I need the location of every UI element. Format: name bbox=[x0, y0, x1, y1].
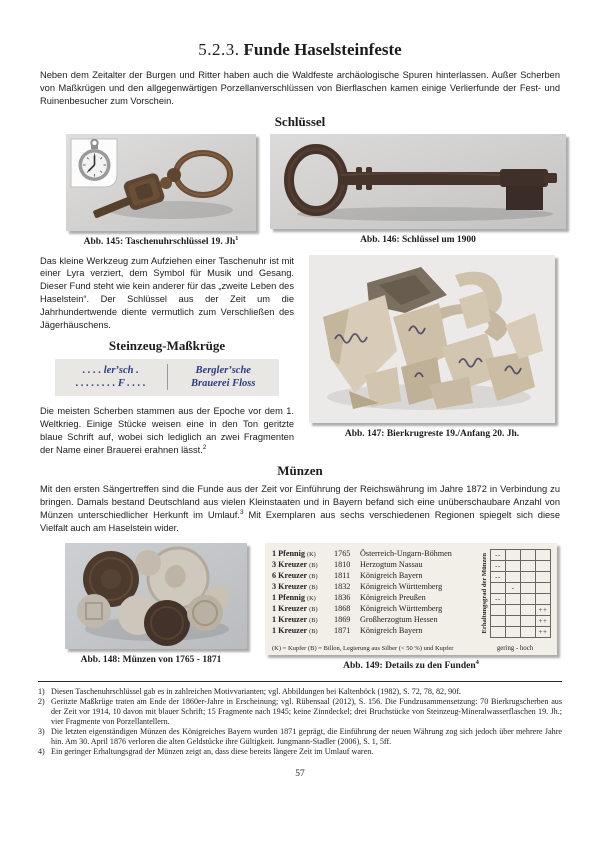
section-number: 5.2.3. bbox=[198, 40, 240, 59]
page-title bbox=[0, 40, 600, 60]
table-footer bbox=[272, 645, 551, 652]
grade-cell: -- bbox=[491, 572, 506, 583]
metal-code: (B) bbox=[309, 573, 318, 581]
coin-year: 1836 bbox=[334, 593, 351, 603]
metal-code: (K) bbox=[307, 551, 316, 559]
muenzen-body-part1: Mit den ersten Sängertreffen sind die Funde aus der Zeit vor Einführung der Reichswährung im Jahre 1872 in Verbindung zu bringen. Damals bestand Deutschland aus vielen Kleinstaaten und in Bayern befand sich eine unüberschaubare Anzahl von Münzen unterschiedlicher Herkunft im Umlauf. bbox=[40, 483, 560, 520]
grade-cell bbox=[536, 594, 551, 605]
footnote-text: Die letzten eigenständigen Münzen des Königreiches Bayern wurden 1871 geprägt, die Einführung der neuen Währung zog sich jedoch über mehrere Jahre hin. Am 30. April 1876 verloren die alten Geldstücke ihre Gültigkeit. Jungmann-Stadler (2006), S. 1, 5ff. bbox=[51, 727, 562, 746]
section-title: Funde Haselsteinfeste bbox=[243, 40, 402, 59]
grade-cell bbox=[506, 550, 521, 561]
metal-code: (B) bbox=[309, 606, 318, 614]
grade-cell bbox=[506, 616, 521, 627]
grade-cell bbox=[521, 572, 536, 583]
figure-145 bbox=[66, 134, 256, 247]
coin-region: Königreich Bayern bbox=[360, 626, 423, 636]
grade-cell: ++ bbox=[536, 627, 551, 638]
caption-149-text: Abb. 149: Details zu den Funden bbox=[343, 661, 476, 672]
caption-145-text: Abb. 145: Taschenuhrschlüssel 19. Jh bbox=[83, 236, 236, 247]
heading-muenzen: Münzen bbox=[277, 462, 323, 478]
caption-149 bbox=[343, 661, 479, 671]
footnote-label: 2) bbox=[38, 697, 45, 707]
coin-region: Königreich Württemberg bbox=[360, 604, 443, 614]
figure-146 bbox=[270, 134, 566, 245]
left-column bbox=[40, 255, 294, 457]
grade-cell bbox=[521, 594, 536, 605]
grade-cell bbox=[491, 627, 506, 638]
grade-cell bbox=[521, 627, 536, 638]
grade-cell bbox=[506, 594, 521, 605]
coin-region: Königreich Bayern bbox=[360, 571, 423, 581]
grade-cell bbox=[536, 561, 551, 572]
grade-cell: -- bbox=[491, 594, 506, 605]
grade-scale-label: gering - hoch bbox=[496, 645, 534, 653]
coin-region: Königreich Preußen bbox=[360, 593, 426, 603]
table-row bbox=[272, 615, 475, 626]
metal-code: (B) bbox=[309, 562, 318, 570]
beer-stein-shards-photo bbox=[309, 255, 555, 423]
coin-region: Königreich Württemberg bbox=[360, 582, 443, 592]
coin-year: 1765 bbox=[334, 549, 351, 559]
caption-146-text: Abb. 146: Schlüssel um 1900 bbox=[360, 234, 476, 245]
silver-coin-left bbox=[77, 594, 111, 628]
page-number: 57 bbox=[295, 768, 305, 779]
muenzen-footnote-ref: 3 bbox=[239, 508, 244, 516]
grade-cell: - bbox=[506, 583, 521, 594]
grade-cell bbox=[521, 616, 536, 627]
coin-denom bbox=[272, 560, 334, 569]
steinzeug-body bbox=[40, 405, 294, 456]
coin-denom bbox=[272, 615, 334, 624]
grade-cell bbox=[536, 572, 551, 583]
inscription-right-line1: Berglerʼsche bbox=[195, 365, 251, 377]
right-column bbox=[304, 255, 560, 457]
heading-steinzeug: Steinzeug-Maßkrüge bbox=[108, 338, 226, 354]
metal-code: (K) bbox=[307, 595, 316, 603]
figure-148 bbox=[40, 543, 262, 665]
coin-year: 1869 bbox=[334, 615, 351, 625]
caption-148-text: Abb. 148: Münzen von 1765 - 1871 bbox=[80, 655, 222, 666]
coin-table-rows bbox=[272, 549, 475, 643]
denom-text: 6 Kreuzer bbox=[272, 571, 308, 581]
schluessel-body: Das kleine Werkzeug zum Aufziehen einer Taschenuhr ist mit einer Lyra verziert, dem Symbol für Musik und Gesang. Dieser Fund steht wie kein anderer für das „zweite Leben des Haselstein“. Der Schlüssel aus der Zeit um die Jahrhundertwende diente vermutlich zum Verschließen des Jägerhäuschens. bbox=[40, 255, 294, 330]
denom-text: 1 Kreuzer bbox=[272, 604, 308, 614]
grade-cell: ++ bbox=[536, 605, 551, 616]
caption-145-footnote-ref: 1 bbox=[235, 234, 239, 242]
door-key-photo bbox=[270, 134, 566, 229]
coin-denom bbox=[272, 571, 334, 580]
coin-region: Österreich-Ungarn-Böhmen bbox=[360, 549, 452, 559]
footnote-label: 4) bbox=[38, 746, 45, 756]
table-row bbox=[272, 571, 475, 582]
table-row bbox=[272, 593, 475, 604]
steinzeug-footnote-ref: 2 bbox=[202, 443, 207, 451]
caption-147 bbox=[345, 429, 519, 439]
metal-code: (B) bbox=[309, 617, 318, 625]
coin-denom bbox=[272, 549, 334, 558]
two-column-section bbox=[40, 255, 560, 457]
coin-denom bbox=[272, 626, 334, 635]
coins-photo bbox=[65, 543, 247, 649]
coin-region: Herzogtum Nassau bbox=[360, 560, 423, 570]
grade-cell bbox=[521, 550, 536, 561]
grade-grid bbox=[490, 549, 551, 638]
grade-cell bbox=[506, 605, 521, 616]
table-row bbox=[272, 582, 475, 593]
footnote bbox=[38, 747, 562, 757]
coin-details-table bbox=[265, 543, 557, 655]
grade-cell bbox=[491, 616, 506, 627]
footnote bbox=[38, 727, 562, 747]
inscription-right-line2: Brauerei Floss bbox=[191, 378, 256, 390]
grade-block bbox=[479, 549, 551, 643]
caption-148 bbox=[81, 655, 222, 665]
watch-key-photo bbox=[66, 134, 256, 231]
grade-cell bbox=[506, 627, 521, 638]
grade-cell bbox=[521, 605, 536, 616]
steinzeug-body-text: Die meisten Scherben stammen aus der Epoche vor dem 1. Weltkrieg. Einige Stücke weisen eine in den Ton geritzte blaue Schrift auf, wobei sich lediglich an zwei Fragmenten der Name einer Brauerei erahnen lässt. bbox=[40, 406, 294, 455]
inscription-photo bbox=[55, 359, 279, 396]
footnote-label: 3) bbox=[38, 727, 45, 737]
footnote-text: Diesen Taschenuhrschlüssel gab es in zahlreichen Motivvarianten; vgl. Abbildungen bei Kaltenböck (1982), S. 72, 78, 82, 90f. bbox=[51, 687, 461, 697]
coin-year: 1868 bbox=[334, 604, 351, 614]
muenzen-body-part2: Mit Exemplaren aus sechs verschiedenen Regionen spiegelt sich diese Vielfalt auch am Haselstein wider. bbox=[40, 509, 560, 534]
grade-cell bbox=[521, 583, 536, 594]
footnote bbox=[38, 687, 562, 697]
caption-149-footnote-ref: 4 bbox=[475, 659, 479, 667]
table-row bbox=[272, 604, 475, 615]
metal-code: (B) bbox=[309, 584, 318, 592]
inscription-left-line1: . . . . lerʼsch . bbox=[82, 365, 139, 377]
pocket-watch-icon bbox=[71, 139, 117, 187]
figure-149 bbox=[262, 543, 560, 671]
table-row bbox=[272, 626, 475, 637]
inscription-left-line2: . . . . . . . . F . . . . bbox=[75, 378, 146, 390]
grade-cell bbox=[491, 583, 506, 594]
table-row bbox=[272, 560, 475, 571]
footnote-rule bbox=[38, 681, 562, 682]
grade-cell bbox=[506, 561, 521, 572]
grade-cell bbox=[506, 572, 521, 583]
footnote-text: Geritzte Maßkrüge traten am Ende der 1860er-Jahre in Erscheinung; vgl. Rübensaal (2012), S. 156. Die Fundzusammensetzung: 70 Bierkrugscherben aus der Zeit vor 1914, 10 davon mit blauer Schrift; 15 Fragmente nach 1945; keine Zinndeckel; drei Bruchstücke von Steinzeug-Mineralwasserflaschen 19. Jh.; vier Fragmente von Porzellantellern. bbox=[51, 697, 562, 727]
intro-paragraph: Neben dem Zeitalter der Burgen und Ritter haben auch die Waldfeste archäologische Spuren hinterlassen. Außer Scherben von Maßkrügen und den allgegenwärtigen Porzellanverschlüssen von Bierflaschen kamen einige Verlierfunde der Fest- und Ruinenbesucher zum Vorschein. bbox=[40, 70, 560, 107]
caption-147-text: Abb. 147: Bierkrugreste 19./Anfang 20. Jh. bbox=[344, 428, 520, 439]
footnote-text: Ein geringer Erhaltungsgrad der Münzen zeigt an, dass diese bereits längere Zeit im Umlauf waren. bbox=[51, 746, 374, 756]
caption-146 bbox=[360, 235, 476, 245]
denom-text: 1 Pfennig bbox=[272, 549, 305, 559]
grade-cell: -- bbox=[491, 550, 506, 561]
denom-text: 1 Kreuzer bbox=[272, 615, 308, 625]
caption-145 bbox=[83, 234, 239, 247]
coin-denom bbox=[272, 593, 334, 602]
coin-year: 1871 bbox=[334, 626, 351, 636]
grade-cell bbox=[536, 583, 551, 594]
figure-row-keys bbox=[40, 134, 560, 247]
grade-axis bbox=[479, 549, 490, 637]
denom-text: 1 Kreuzer bbox=[272, 626, 308, 636]
heading-schluessel: Schlüssel bbox=[274, 113, 326, 129]
metal-code: (B) bbox=[309, 628, 318, 636]
footnotes bbox=[38, 687, 562, 756]
grade-cell bbox=[491, 605, 506, 616]
inscription-left bbox=[55, 364, 167, 390]
grade-cell: -- bbox=[491, 561, 506, 572]
denom-text: 3 Kreuzer bbox=[272, 560, 308, 570]
muenzen-body bbox=[40, 483, 560, 536]
grade-cell bbox=[521, 561, 536, 572]
grade-cell bbox=[536, 550, 551, 561]
coin-denom bbox=[272, 582, 334, 591]
footnote-label: 1) bbox=[38, 687, 45, 697]
denom-text: 1 Pfennig bbox=[272, 593, 305, 603]
coin-region: Großherzogtum Hessen bbox=[360, 615, 438, 625]
footnote bbox=[38, 697, 562, 727]
silver-coin-small-top bbox=[135, 550, 161, 576]
coin-denom bbox=[272, 604, 334, 613]
figure-row-coins bbox=[40, 543, 560, 671]
table-row bbox=[272, 549, 475, 560]
inscription-right bbox=[167, 364, 280, 390]
coin-year: 1810 bbox=[334, 560, 351, 570]
grade-cell: ++ bbox=[536, 616, 551, 627]
coin-year: 1832 bbox=[334, 582, 351, 592]
denom-text: 3 Kreuzer bbox=[272, 582, 308, 592]
grade-axis-label: Erhaltungsgrad der Münzen bbox=[481, 553, 488, 634]
coin-year: 1811 bbox=[334, 571, 351, 581]
metal-legend: (K) = Kupfer (B) = Billon, Legierung aus Silber (< 50 %) und Kupfer bbox=[272, 645, 454, 653]
